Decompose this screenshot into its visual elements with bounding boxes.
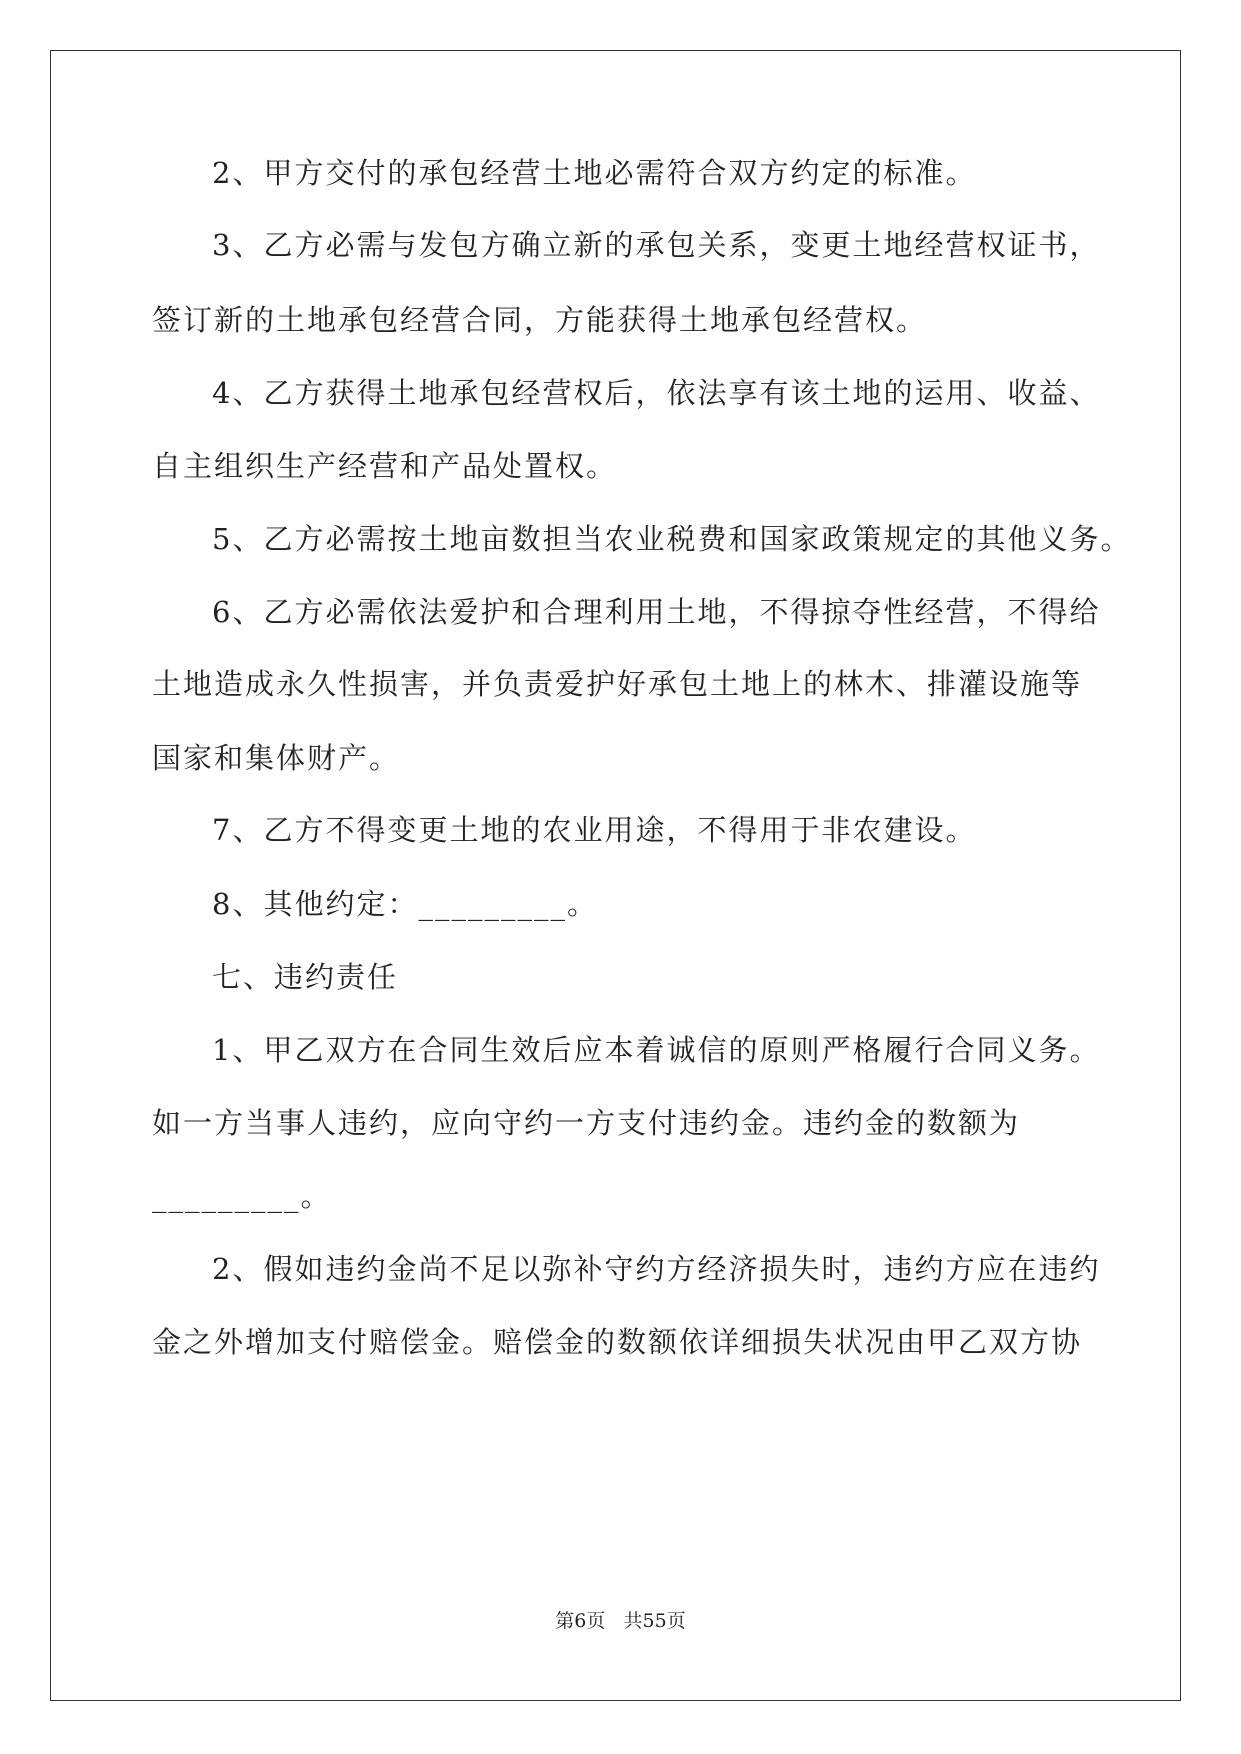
- paragraph-line: _________。: [152, 1179, 332, 1213]
- paragraph-line: 6、乙方必需依法爱护和合理利用土地，不得掠夺性经营，不得给: [212, 595, 1101, 629]
- paragraph-line: 2、假如违约金尚不足以弥补守约方经济损失时，违约方应在违约: [212, 1252, 1101, 1286]
- paragraph-line: 2、甲方交付的承包经营土地必需符合双方约定的标准。: [212, 156, 977, 190]
- paragraph-line: 如一方当事人违约，应向守约一方支付违约金。违约金的数额为: [152, 1106, 1021, 1140]
- paragraph-line: 土地造成永久性损害，并负责爱护好承包土地上的林木、排灌设施等: [152, 667, 1083, 701]
- total-pages: 共55页: [623, 1610, 686, 1632]
- page-border: [50, 50, 1181, 1701]
- paragraph-line: 7、乙方不得变更土地的农业用途，不得用于非农建设。: [212, 813, 977, 847]
- paragraph-line: 国家和集体财产。: [152, 741, 401, 775]
- paragraph-line: 自主组织生产经营和产品处置权。: [152, 449, 618, 483]
- page-number: 第6页: [555, 1610, 606, 1632]
- page-footer: [0, 1608, 1241, 1634]
- paragraph-line: 5、乙方必需按土地亩数担当农业税费和国家政策规定的其他义务。: [212, 522, 1132, 556]
- section-heading: 七、违约责任: [212, 960, 399, 994]
- paragraph-line: 4、乙方获得土地承包经营权后，依法享有该土地的运用、收益、: [212, 376, 1101, 410]
- paragraph-line: 1、甲乙双方在合同生效后应本着诚信的原则严格履行合同义务。: [212, 1033, 1101, 1067]
- paragraph-line: 签订新的土地承包经营合同，方能获得土地承包经营权。: [152, 303, 928, 337]
- paragraph-line: 3、乙方必需与发包方确立新的承包关系，变更土地经营权证书，: [212, 228, 1101, 262]
- paragraph-line: 金之外增加支付赔偿金。赔偿金的数额依详细损失状况由甲乙双方协: [152, 1325, 1083, 1359]
- paragraph-line: 8、其他约定：_________。: [212, 887, 598, 921]
